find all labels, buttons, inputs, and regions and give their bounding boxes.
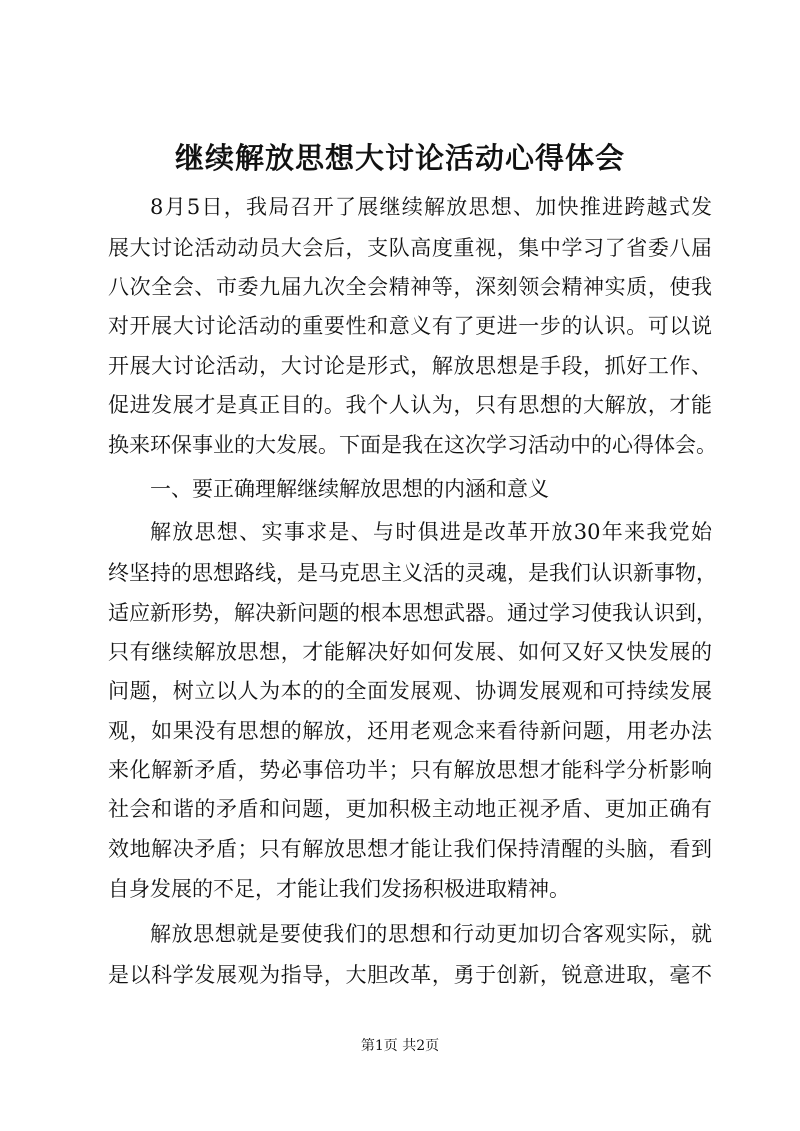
text-line: 来化解新矛盾，势必事倍功半；只有解放思想才能科学分析影响 [108,758,712,782]
text-line: 解放思想、实事求是、与时俱进是改革开放30年来我党始 [150,520,712,544]
text-line: 展大讨论活动动员大会后，支队高度重视，集中学习了省委八届 [108,236,712,260]
text-line: 八次全会、市委九届九次全会精神等，深刻领会精神实质，使我 [108,275,712,299]
text-line: 换来环保事业的大发展。下面是我在这次学习活动中的心得体会。 [108,433,717,457]
text-line: 是以科学发展观为指导，大胆改革，勇于创新，锐意进取，毫不 [108,963,712,987]
text-line: 促进发展才是真正目的。我个人认为，只有思想的大解放，才能 [108,393,712,417]
text-line: 对开展大讨论活动的重要性和意义有了更进一步的认识。可以说 [108,314,712,338]
text-line: 解放思想就是要使我们的思想和行动更加切合客观实际，就 [150,922,712,946]
page-title: 继续解放思想大讨论活动心得体会 [174,141,625,175]
text-line: 终坚持的思想路线，是马克思主义活的灵魂，是我们认识新事物， [108,561,717,585]
section-heading: 一、要正确理解继续解放思想的内涵和意义 [150,477,549,501]
text-line: 观，如果没有思想的解放，还用老观念来看待新问题，用老办法 [108,719,712,743]
text-line: 适应新形势，解决新问题的根本思想武器。通过学习使我认识到， [108,601,717,625]
text-line: 效地解决矛盾；只有解放思想才能让我们保持清醒的头脑，看到 [108,837,712,861]
text-line: 社会和谐的矛盾和问题，更加积极主动地正视矛盾、更加正确有 [108,797,712,821]
text-line: 问题，树立以人为本的的全面发展观、协调发展观和可持续发展 [108,679,712,703]
text-line: 8月5日，我局召开了展继续解放思想、加快推进跨越式发 [150,195,712,219]
text-line: 只有继续解放思想，才能解决好如何发展、如何又好又快发展的 [108,640,712,664]
page-footer: 第1页 共2页 [360,1038,440,1054]
text-line: 自身发展的不足，才能让我们发扬积极进取精神。 [108,877,570,901]
text-line: 开展大讨论活动，大讨论是形式，解放思想是手段，抓好工作、 [108,354,712,378]
